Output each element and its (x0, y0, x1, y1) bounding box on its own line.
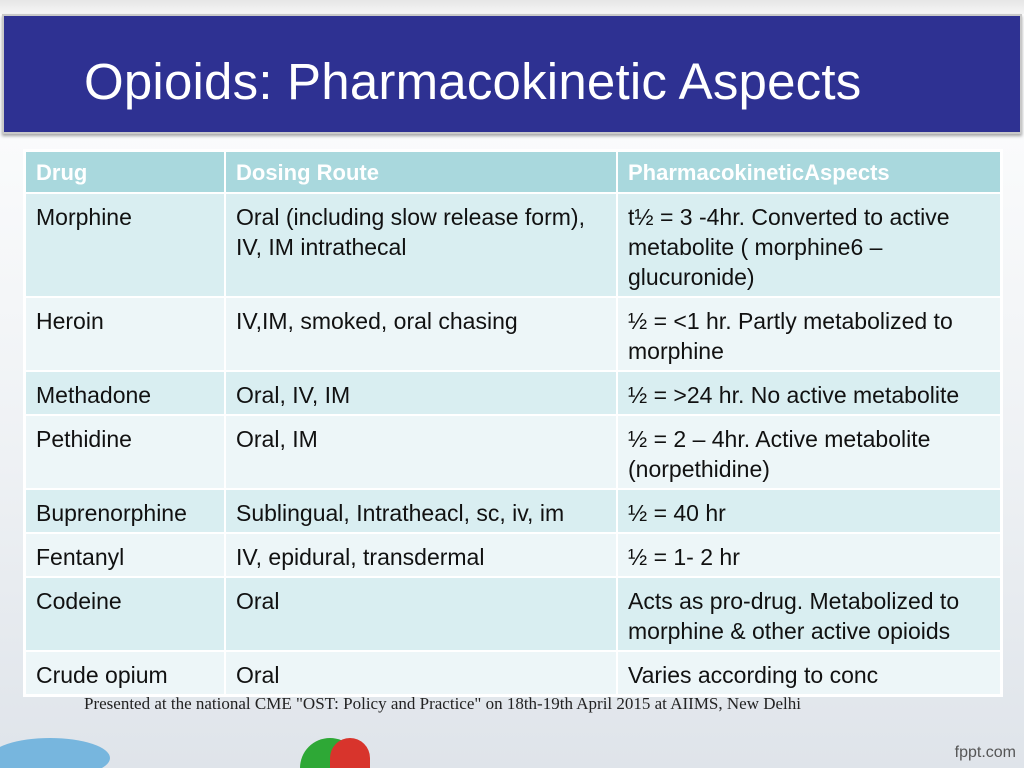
template-watermark: fppt.com (954, 744, 1016, 761)
table-row (25, 193, 1001, 297)
cell-pharmacokinetics: ½ = <1 hr. Partly metabolized to morphine (617, 297, 1001, 371)
cell-dosing-route: Oral, IM (225, 415, 617, 489)
table-row (25, 489, 1001, 533)
cell-drug: Pethidine (25, 415, 225, 489)
cell-pharmacokinetics: ½ = 40 hr (617, 489, 1001, 533)
cell-drug: Morphine (25, 193, 225, 297)
decorative-pill-graphic (0, 734, 380, 768)
cell-dosing-route: Oral, IV, IM (225, 371, 617, 415)
cell-pharmacokinetics: ½ = 1- 2 hr (617, 533, 1001, 577)
blue-shape (0, 738, 110, 768)
red-capsule-shape (330, 738, 370, 768)
cell-drug: Heroin (25, 297, 225, 371)
title-bar (2, 14, 1022, 134)
table-row (25, 297, 1001, 371)
cell-drug: Codeine (25, 577, 225, 651)
header-dosing-route: Dosing Route (225, 151, 617, 193)
presentation-credit-note: Presented at the national CME "OST: Policy and Practice" on 18th-19th April 2015 at AIIMS, New Delhi (84, 694, 802, 713)
table-row (25, 533, 1001, 577)
cell-dosing-route: Sublingual, Intratheacl, sc, iv, im (225, 489, 617, 533)
cell-dosing-route: Oral (including slow release form), IV, IM intrathecal (225, 193, 617, 297)
cell-dosing-route: IV, epidural, transdermal (225, 533, 617, 577)
cell-pharmacokinetics: Varies according to conc (617, 651, 1001, 695)
cell-pharmacokinetics: Acts as pro-drug. Metabolized to morphine & other active opioids (617, 577, 1001, 651)
cell-dosing-route: Oral (225, 577, 617, 651)
cell-drug: Methadone (25, 371, 225, 415)
cell-pharmacokinetics: ½ = >24 hr. No active metabolite (617, 371, 1001, 415)
cell-dosing-route: IV,IM, smoked, oral chasing (225, 297, 617, 371)
top-strip (0, 0, 1024, 14)
cell-pharmacokinetics: t½ = 3 -4hr. Converted to active metabolite ( morphine6 – glucuronide) (617, 193, 1001, 297)
cell-drug: Crude opium (25, 651, 225, 695)
table-row (25, 371, 1001, 415)
header-drug: Drug (25, 151, 225, 193)
cell-dosing-route: Oral (225, 651, 617, 695)
cell-pharmacokinetics: ½ = 2 – 4hr. Active metabolite (norpethidine) (617, 415, 1001, 489)
cell-drug: Buprenorphine (25, 489, 225, 533)
pharmacokinetics-table-container (23, 149, 1003, 697)
table-row (25, 577, 1001, 651)
slide-title: Opioids: Pharmacokinetic Aspects (84, 53, 862, 110)
table-row (25, 415, 1001, 489)
header-pharmacokinetic-aspects: PharmacokineticAspects (617, 151, 1001, 193)
pharmacokinetics-table (24, 150, 1002, 696)
table-header-row (25, 151, 1001, 193)
cell-drug: Fentanyl (25, 533, 225, 577)
table-row (25, 651, 1001, 695)
